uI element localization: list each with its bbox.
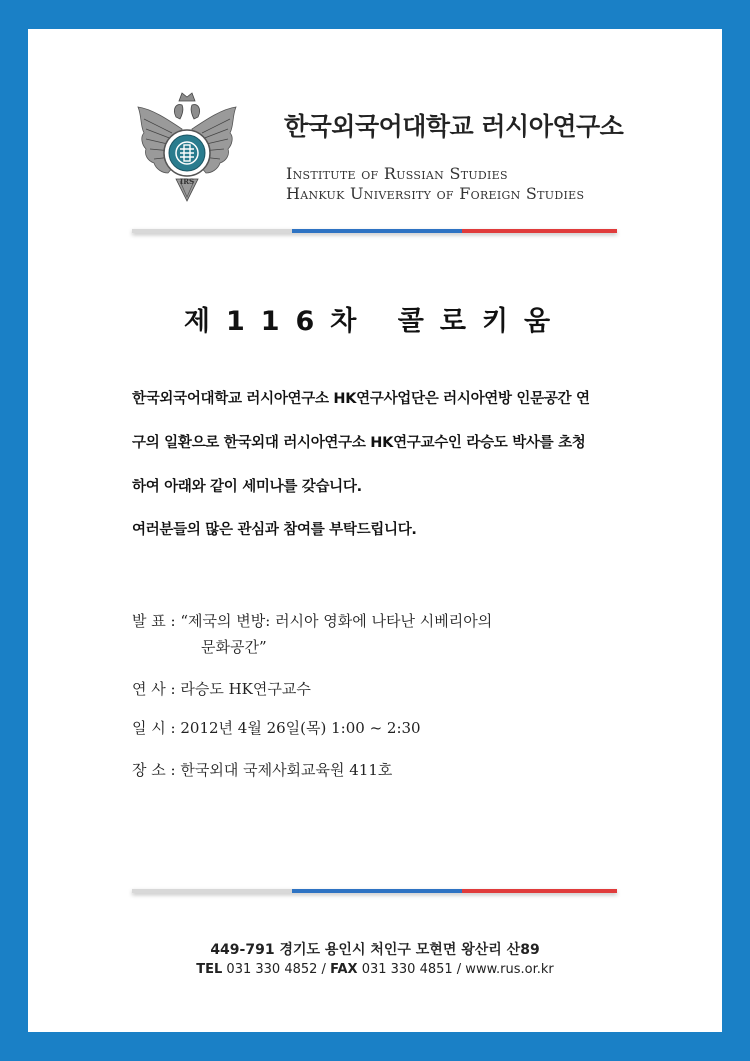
irs-eagle-logo-icon xyxy=(132,89,242,207)
colloquium-title: 제116차 콜로키움 xyxy=(183,306,567,337)
intro-line-3: 하여 아래와 같이 세미나를 갖습니다. xyxy=(132,479,362,495)
intro-line-4: 여러분들의 많은 관심과 참여를 부탁드립니다. xyxy=(132,522,417,538)
topic-row xyxy=(132,610,492,631)
footer-contact xyxy=(28,962,722,977)
divider-blue-segment xyxy=(292,229,462,233)
divider-red-segment xyxy=(462,229,617,233)
org-name-korean: 한국외국어대학교 러시아연구소 xyxy=(284,112,624,141)
tel-value: 031 330 4852 / xyxy=(226,962,326,977)
logo-irs-text: IRS xyxy=(179,177,195,186)
bottom-tricolor-divider xyxy=(132,889,617,893)
date-value: 2012년 4월 26일(목) 1:00 ~ 2:30 xyxy=(180,719,421,737)
speaker-label: 연 사 : xyxy=(132,680,176,698)
date-row xyxy=(132,717,421,738)
fax-label: FAX xyxy=(330,962,358,977)
intro-line-1: 한국외국어대학교 러시아연구소 HK연구사업단은 러시아연방 인문공간 연 xyxy=(132,391,590,407)
top-tricolor-divider xyxy=(132,229,617,233)
document-page xyxy=(28,29,722,1032)
topic-value-line2: 문화공간” xyxy=(201,638,267,656)
fax-value: 031 330 4851 / www.rus.or.kr xyxy=(361,962,554,977)
divider-red-segment xyxy=(462,889,617,893)
tel-label: TEL xyxy=(196,962,223,977)
divider-gray-segment xyxy=(132,229,292,233)
org-name-english-line1: Institute of Russian Studies xyxy=(286,164,508,183)
topic-value-line1: “제국의 변방: 러시아 영화에 나타난 시베리아의 xyxy=(180,612,493,630)
speaker-row xyxy=(132,678,311,699)
divider-gray-segment xyxy=(132,889,292,893)
topic-label: 발 표 : xyxy=(132,612,176,630)
place-label: 장 소 : xyxy=(132,761,176,779)
date-label: 일 시 : xyxy=(132,719,176,737)
place-value: 한국외대 국제사회교육원 411호 xyxy=(180,761,393,779)
place-row xyxy=(132,759,392,780)
divider-blue-segment xyxy=(292,889,462,893)
org-name-english-line2: Hankuk University of Foreign Studies xyxy=(286,184,585,203)
footer-address: 449-791 경기도 용인시 처인구 모현면 왕산리 산89 xyxy=(210,942,540,958)
speaker-value: 라승도 HK연구교수 xyxy=(180,680,311,698)
intro-line-2: 구의 일환으로 한국외대 러시아연구소 HK연구교수인 라승도 박사를 초청 xyxy=(132,435,586,451)
